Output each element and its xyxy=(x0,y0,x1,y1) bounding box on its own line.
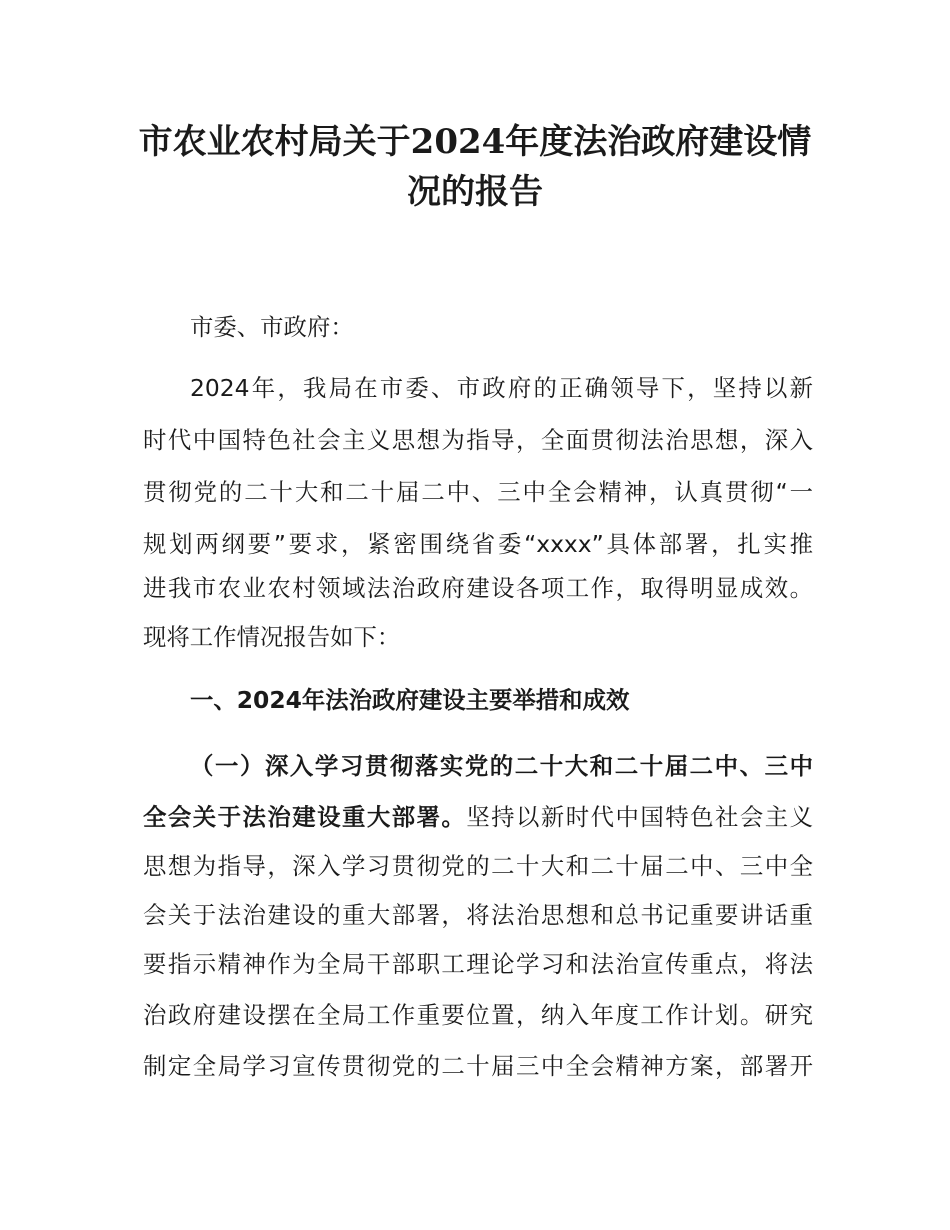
subsection-line: 制定全局学习宣传贯彻党的二十届三中全会精神方案，部署开 xyxy=(143,1052,813,1080)
document-title-line-2: 况的报告 xyxy=(407,172,543,212)
intro-line: 规划两纲要”要求，紧密围绕省委“xxxx”具体部署，扎实推 xyxy=(143,530,813,558)
intro-line: 进我市农业农村领域法治政府建设各项工作，取得明显成效。 xyxy=(143,574,813,602)
intro-line: 2024年，我局在市委、市政府的正确领导下，坚持以新 xyxy=(190,374,813,402)
subsection-line-mixed xyxy=(143,797,813,837)
subsection-heading-1: （一）深入学习贯彻落实党的二十大和二十届二中、三中 xyxy=(190,752,813,780)
subsection-heading-1-cont: 全会关于法治建设重大部署。 xyxy=(143,803,467,831)
intro-line: 时代中国特色社会主义思想为指导，全面贯彻法治思想，深入 xyxy=(143,426,813,454)
subsection-line: 思想为指导，深入学习贯彻党的二十大和二十届二中、三中全 xyxy=(143,852,813,880)
document-title-line-1: 市农业农村局关于2024年度法治政府建设情 xyxy=(138,122,812,162)
subsection-line: 治政府建设摆在全局工作重要位置，纳入年度工作计划。研究 xyxy=(143,1001,813,1029)
salutation: 市委、市政府： xyxy=(190,313,354,341)
subsection-line: 会关于法治建设的重大部署，将法治思想和总书记重要讲话重 xyxy=(143,901,813,929)
subsection-line: 要指示精神作为全局干部职工理论学习和法治宣传重点，将法 xyxy=(143,950,813,978)
subsection-line-rest: 坚持以新时代中国特色社会主义 xyxy=(466,803,814,831)
intro-line: 现将工作情况报告如下： xyxy=(143,623,401,651)
intro-line: 贯彻党的二十大和二十届二中、三中全会精神，认真贯彻“一 xyxy=(143,478,813,506)
section-heading-1: 一、2024年法治政府建设主要举措和成效 xyxy=(190,686,630,714)
